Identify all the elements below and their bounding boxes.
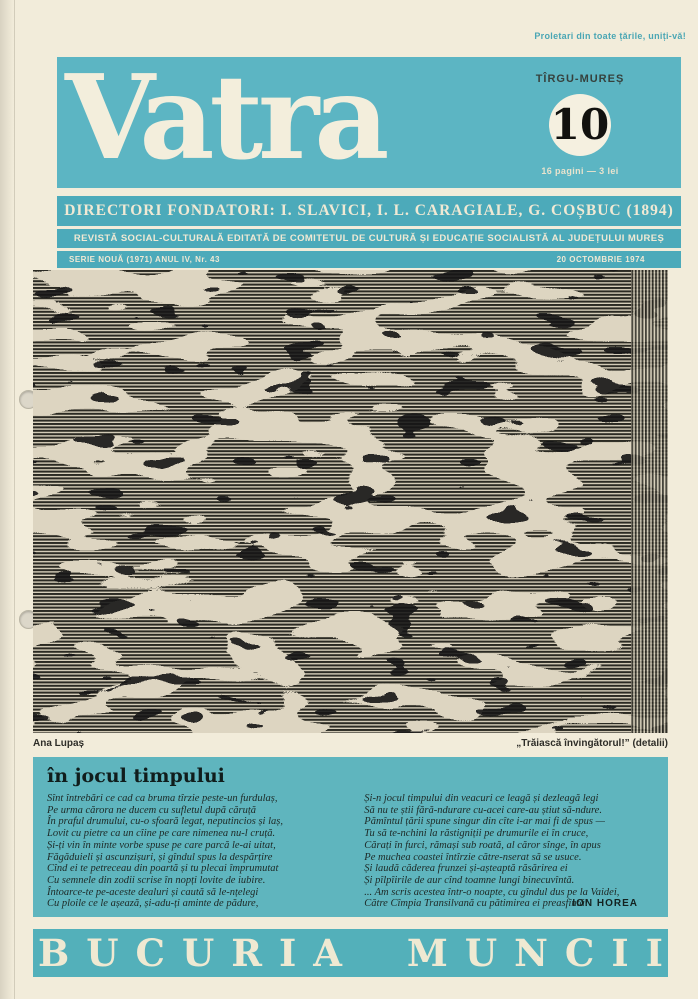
poem-line: Sînt întrebări ce cad ca bruma tîrzie peste-un furdulaș, [47, 793, 278, 804]
party-slogan: Proletari din toate țările, uniți-vă! [534, 31, 686, 41]
poem-line: Către Cîmpia Transilvană cu pătimirea ei preasfîntă! [364, 898, 589, 910]
crowd-photo-texture [33, 270, 668, 733]
poem-author: ION HOREA [572, 898, 638, 909]
poem-line: Cu semnele din zodii scrise în nopți lovite de iubire. [47, 874, 266, 886]
poem-line: Întoarce-te pe-aceste dealuri și caută să le-nțelegi [47, 886, 259, 898]
poem-left-column [47, 793, 348, 910]
poem-line: ... Am scris acestea într-o noapte, cu gîndul dus pe la Vaidei, [364, 886, 620, 898]
poem-line: Făgăduieli și ascunzișuri, și gîndul spus la despărțire [47, 851, 273, 863]
poem-title: în jocul timpului [47, 765, 225, 787]
poem-line: Tu să te-nchini la răstigniții pe drumurile ei în cruce, [364, 828, 589, 840]
poem-line: Și-ți vin în minte vorbe spuse pe care parcă le-ai uitat, [47, 839, 276, 851]
poem-line: Și-n jocul timpului din veacuri ce leagă și dezleagă legi [364, 793, 599, 804]
poem-line: Cînd ei te petreceau din poartă și tu plecai împrumutat [47, 863, 279, 875]
issue-badge [549, 94, 611, 156]
description-line: REVISTĂ SOCIAL-CULTURALĂ EDITATĂ DE COMITETUL DE CULTURĂ ȘI EDUCAȚIE SOCIALISTĂ AL JUDEȚULUI MUREȘ [57, 229, 681, 248]
poem-line: Pe urma cărora ne ducem cu sufletul după căruță [47, 804, 256, 816]
footer-band [33, 929, 680, 977]
photo-caption: „Trăiască învingătorul!” (detalii) [516, 738, 668, 749]
poem-line: Lovit cu pietre ca un cîine pe care nimenea nu-l cruță. [47, 828, 276, 840]
poem-line: Și laudă căderea frunzei și-așteaptă răsărirea ei [364, 863, 568, 875]
masthead-right [505, 67, 655, 176]
masthead [57, 50, 681, 188]
poem-line: Cu ploile ce le așează, și-adu-ți aminte de pădure, [47, 898, 259, 910]
meta-line [57, 251, 681, 268]
poem-line: Și pîlpîirile de aur cînd toamne lungi binecuvîntă. [364, 874, 575, 886]
magazine-logo: Vatra [65, 50, 385, 186]
poem-line: Pămîntul țării spune singur din cîte i-ar mai fi de spus — [364, 816, 605, 828]
pages-price-label: 16 pagini — 3 lei [541, 166, 619, 176]
photo-credit: Ana Lupaș [33, 738, 85, 749]
issue-number: 10 [550, 100, 610, 149]
footer-headline: BUCURIA MUNCII [37, 930, 680, 975]
series-label: SERIE NOUĂ (1971) ANUL IV, Nr. 43 [69, 255, 220, 264]
photo-caption-row [33, 738, 668, 749]
banner [57, 196, 681, 268]
city-label: TÎRGU-MUREȘ [535, 73, 625, 85]
poem-columns [47, 793, 654, 910]
poem-right-column [364, 793, 654, 910]
founders-line: DIRECTORI FONDATORI: I. SLAVICI, I. L. CARAGIALE, G. COȘBUC (1894) [57, 196, 681, 226]
date-label: 20 OCTOMBRIE 1974 [556, 255, 645, 264]
poem-line: În praful drumului, cu-o sfoară legat, neputincios și laș, [47, 816, 283, 828]
page-edge [0, 0, 15, 999]
poem-block [33, 757, 668, 917]
cover-photo [33, 270, 668, 733]
poem-line: Cărați în furci, rămași sub roată, al căror sînge, în apus [364, 839, 601, 851]
poem-line: Să nu te știi fără-ndurare cu-acei care-au știut să-ndure. [364, 804, 602, 816]
poem-line: Pe muchea coastei întîrzie către-nserat să se usuce. [364, 851, 582, 863]
